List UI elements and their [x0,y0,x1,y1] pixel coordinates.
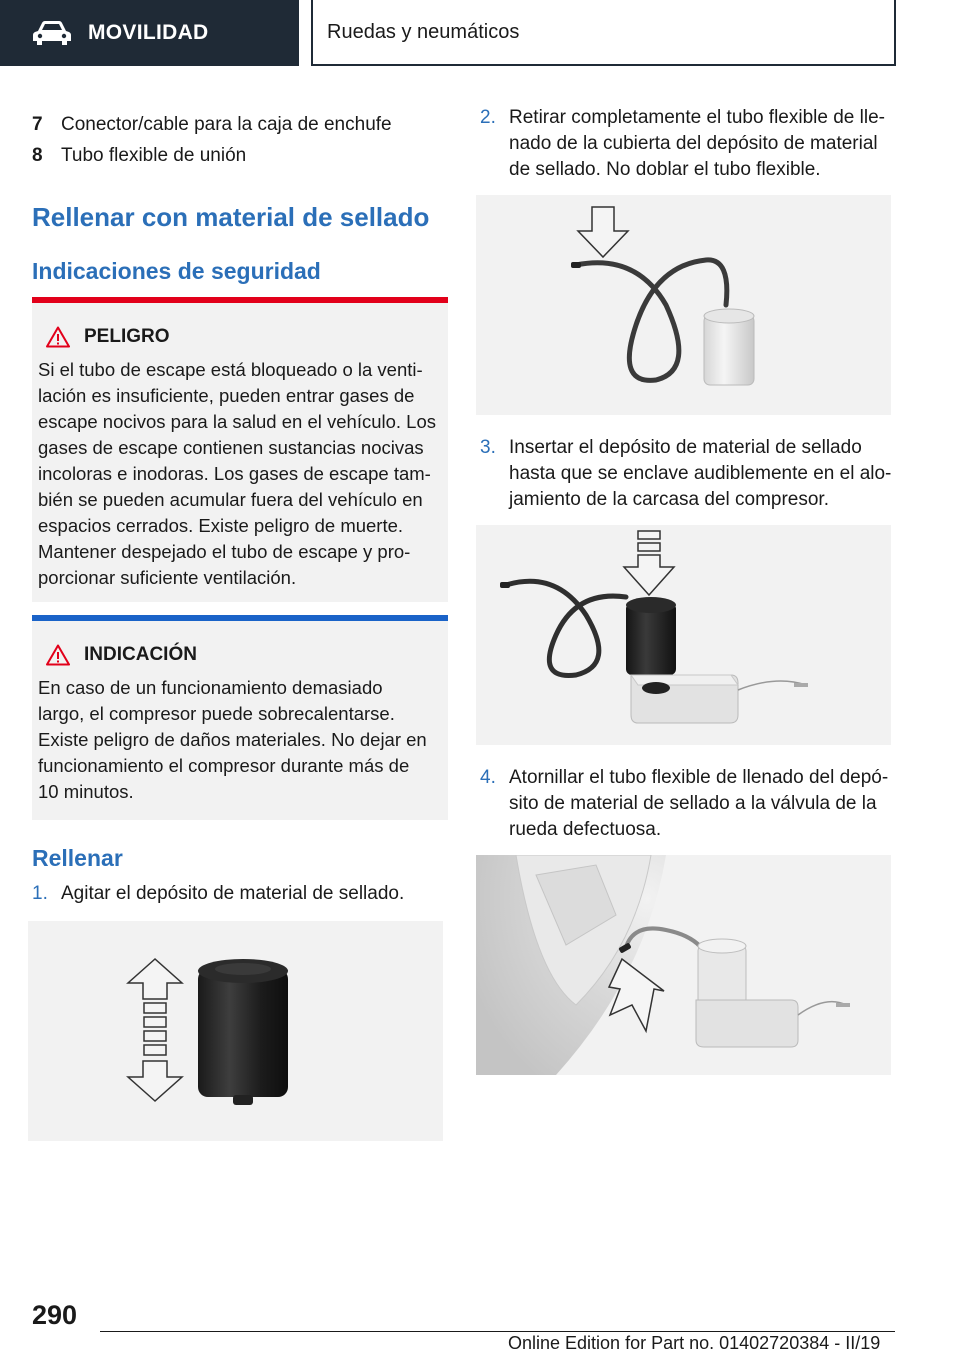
list-item [32,141,452,171]
page-number: 290 [32,1300,78,1330]
text-line: largo, el compresor puede sobrecalentarse. [38,703,395,724]
text-line: porcionar suficiente ventilación. [38,567,297,588]
text-line: incoloras e inodoras. Los gases de escape tam- [38,463,431,484]
text-line: nado de la cubierta del depósito de material [509,133,878,154]
fill-heading: Rellenar [32,845,123,871]
step-text [61,881,446,907]
section-heading: Rellenar con material de sellado [32,202,430,232]
list-item-number: 8 [32,145,43,166]
notice-header [46,644,197,666]
text-line: hasta que se enclave audiblemente en el alo- [509,463,892,484]
chapter-header [311,0,896,66]
text-line: rueda defectuosa. [509,819,662,840]
step-2 [480,105,900,185]
text-line: gases de escape contienen sustancias nocivas [38,437,424,458]
text-line: jamiento de la carcasa del compresor. [509,489,829,510]
step-4 [480,765,900,845]
text-line: de sellado. No doblar el tubo flexible. [509,159,821,180]
step-number: 3. [480,437,496,458]
step-text [509,765,894,843]
step-number: 1. [32,883,48,904]
shake-canister-illustration [28,921,443,1141]
danger-text [38,357,444,591]
text-line: 10 minutos. [38,781,134,802]
text-line: espacios cerrados. Existe peligro de muerte. [38,515,404,536]
illustration-remove-hose [476,195,891,415]
remove-hose-illustration [476,195,891,415]
text-line: escape nocivos para la salud en el vehículo. Los [38,411,437,432]
list-item-text: Tubo flexible de unión [61,145,247,166]
text-line: lación es insuficiente, pueden entrar gases de [38,385,415,406]
step-number: 4. [480,767,496,788]
list-item [32,110,452,140]
text-line: Mantener despejado el tubo de escape y pro- [38,541,411,562]
danger-label: PELIGRO [84,326,170,347]
illustration-insert-canister [476,525,891,745]
notice-text [38,675,444,805]
text-line: Si el tubo de escape está bloqueado o la venti- [38,359,423,380]
text-line: Agitar el depósito de material de sellado. [61,883,405,904]
warning-triangle-icon [46,644,70,666]
section-title: MOVILIDAD [88,21,209,44]
notice-box [32,615,448,820]
text-line: En caso de un funcionamiento demasiado [38,677,383,698]
danger-bar [32,297,448,303]
connect-valve-illustration [476,855,891,1075]
edition-note: Online Edition for Part no. 01402720384 - II/19 [508,1333,881,1353]
step-1 [32,881,452,909]
text-line: Existe peligro de daños materiales. No dejar en [38,729,427,750]
parts-list [32,110,452,170]
danger-header [46,326,170,348]
subsection-heading: Indicaciones de seguridad [32,258,321,284]
footer-divider [100,1331,895,1332]
insert-canister-illustration [476,525,891,745]
illustration-connect-valve [476,855,891,1075]
text-line: Insertar el depósito de material de sellado [509,437,862,458]
warning-triangle-icon [46,326,70,348]
step-number: 2. [480,107,496,128]
step-3 [480,435,900,515]
text-line: sito de material de sellado a la válvula de la [509,793,877,814]
notice-label: INDICACIÓN [84,644,197,665]
step-text [509,435,894,513]
text-line: Retirar completamente el tubo flexible de lle- [509,107,885,128]
danger-box [32,297,448,602]
list-item-text: Conector/cable para la caja de enchufe [61,114,392,135]
text-line: bién se pueden acumular fuera del vehículo en [38,489,423,510]
section-tab[interactable] [0,0,299,66]
car-icon [32,19,72,47]
step-text [509,105,894,183]
chapter-title: Ruedas y neumáticos [327,20,520,43]
illustration-shake-canister [28,921,443,1141]
list-item-number: 7 [32,114,43,135]
notice-bar [32,615,448,621]
text-line: funcionamiento el compresor durante más de [38,755,410,776]
text-line: Atornillar el tubo flexible de llenado del depó- [509,767,889,788]
